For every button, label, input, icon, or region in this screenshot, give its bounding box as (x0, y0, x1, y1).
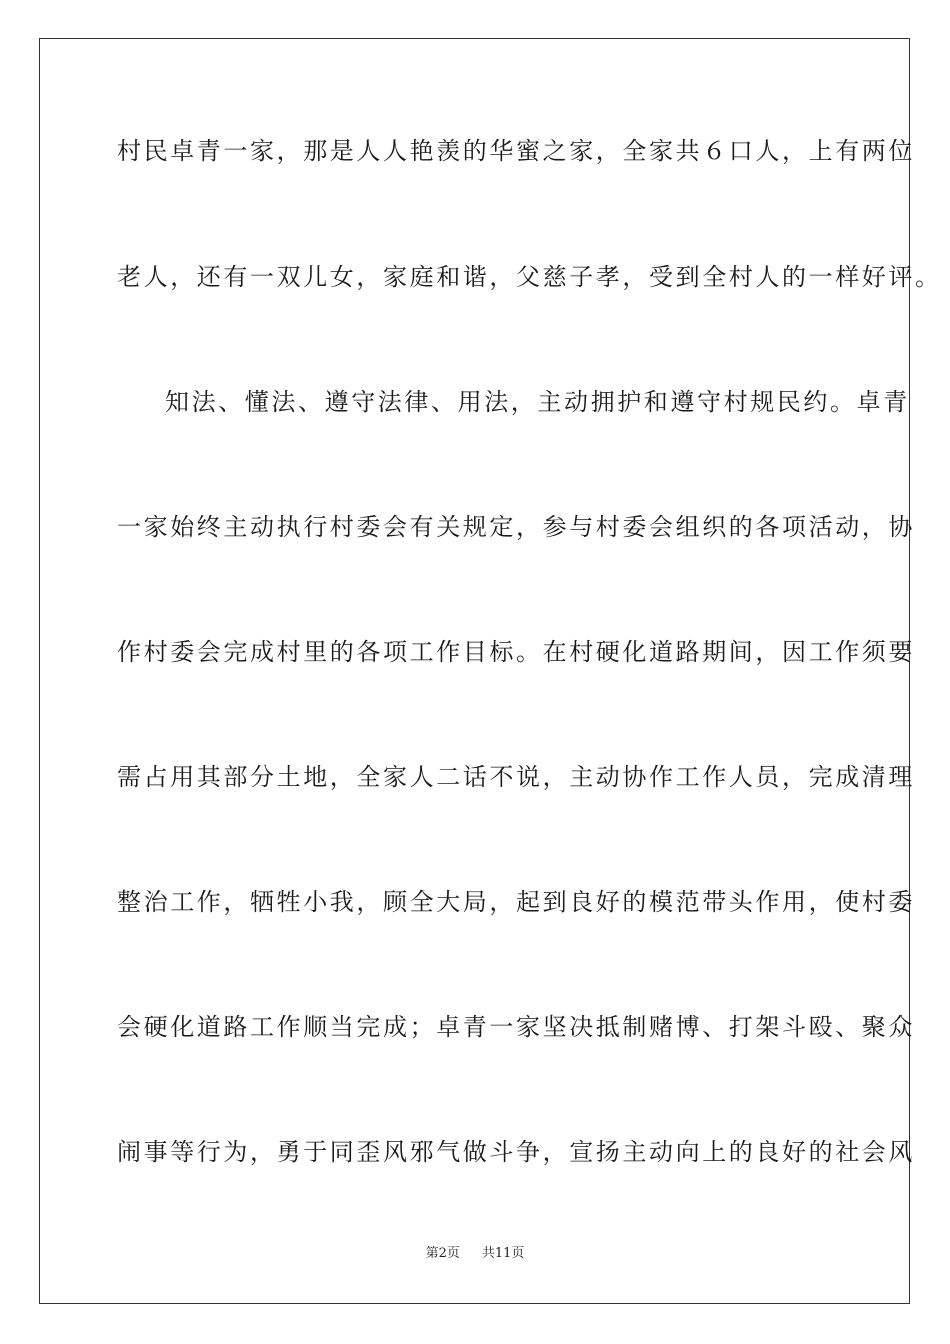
paragraph-line: 需占用其部分土地，全家人二话不说，主动协作工作人员，完成清理 (117, 763, 915, 791)
paragraph-line: 一家始终主动执行村委会有关规定，参与村委会组织的各项活动，协 (117, 513, 915, 541)
page-number: 第2页 (425, 1246, 460, 1261)
paragraph-line: 整治工作，牺牲小我，顾全大局，起到良好的模范带头作用，使村委 (117, 888, 915, 916)
page-total: 共11页 (481, 1246, 525, 1261)
paragraph-line: 村民卓青一家，那是人人艳羡的华蜜之家，全家共６口人，上有两位 (117, 137, 915, 165)
paragraph-line: 老人，还有一双儿女，家庭和谐，父慈子孝，受到全村人的一样好评。 (117, 263, 942, 291)
paragraph-line: 闹事等行为，勇于同歪风邪气做斗争，宣扬主动向上的良好的社会风 (117, 1138, 915, 1166)
paragraph-line: 作村委会完成村里的各项工作目标。在村硬化道路期间，因工作须要 (117, 638, 915, 666)
page-border (39, 38, 942, 1304)
page-footer (0, 1246, 950, 1262)
paragraph-line: 会硬化道路工作顺当完成；卓青一家坚决抵制赌博、打架斗殴、聚众 (117, 1013, 915, 1041)
paragraph-line: 知法、懂法、遵守法律、用法，主动拥护和遵守村规民约。卓青 (165, 388, 910, 416)
